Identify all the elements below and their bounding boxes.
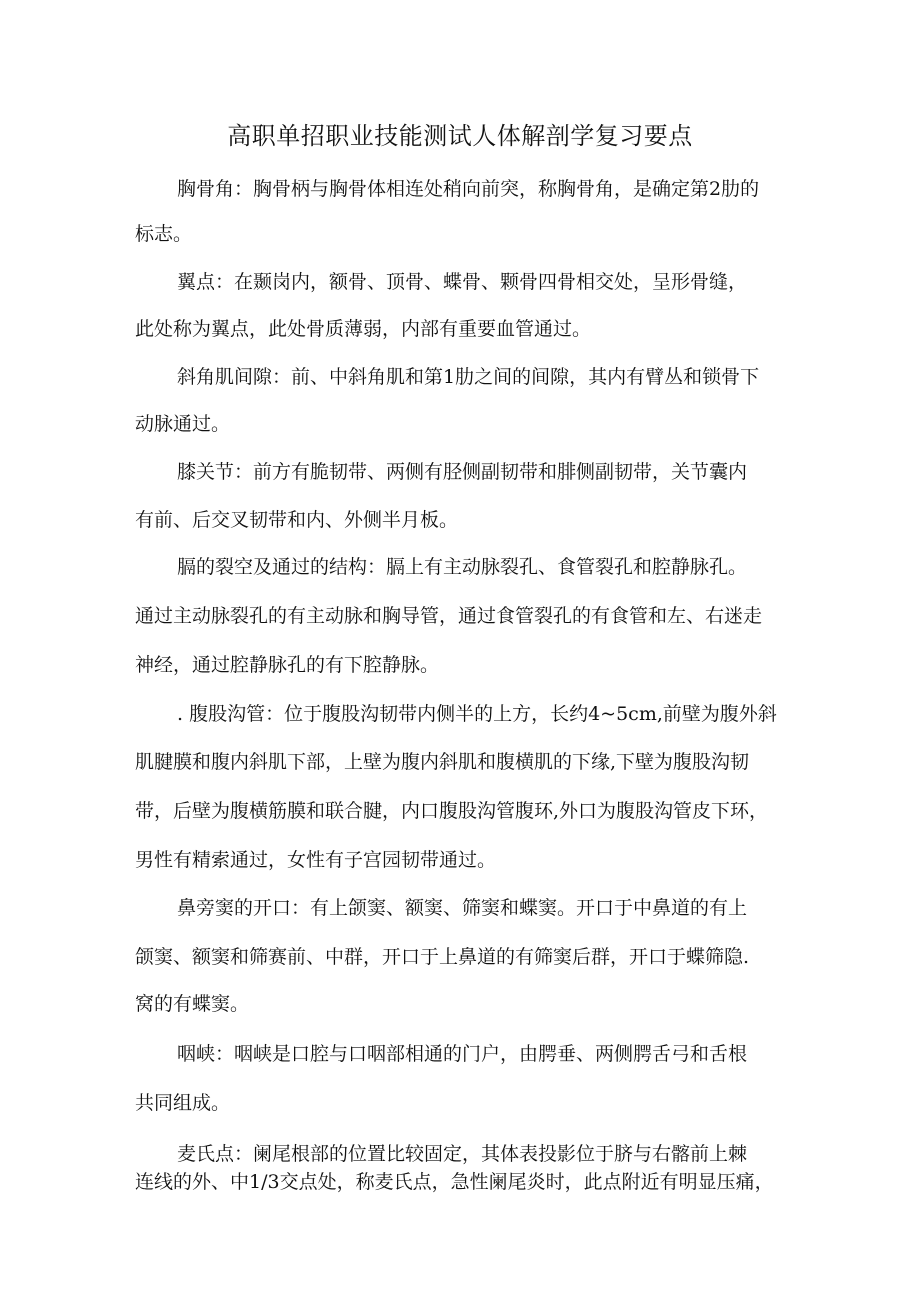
body-line: 鼻旁窦的开口：有上颌窦、额窦、筛窦和蝶窦。开口于中鼻道的有上	[177, 897, 748, 919]
body-line: 颌窦、额窦和筛赛前、中群，开口于上鼻道的有筛窦后群，开口于蝶筛隐.	[135, 946, 750, 968]
body-line: . 腹股沟管：位于腹股沟韧带内侧半的上方，长约4~5cm,前壁为腹外斜	[177, 703, 777, 725]
body-line: 麦氏点：阑尾根部的位置比较固定，其体表投影位于脐与右髂前上棘	[177, 1143, 748, 1165]
body-line: 斜角肌间隙：前、中斜角肌和第1肋之间的间隙，其内有臂丛和锁骨下	[177, 366, 760, 388]
body-line: 膝关节：前方有脆韧带、两侧有胫侧副韧带和腓侧副韧带，关节囊内	[177, 461, 748, 483]
body-line: 带，后壁为腹横筋膜和联合腱，内口腹股沟管腹环,外口为腹股沟管皮下环，	[135, 800, 769, 822]
body-line: 通过主动脉裂孔的有主动脉和胸导管，通过食管裂孔的有食管和左、右迷走	[135, 605, 763, 627]
body-line: 咽峡：咽峡是口腔与口咽部相通的门户，由腭垂、两侧腭舌弓和舌根	[177, 1043, 748, 1065]
body-line: 动脉通过。	[135, 413, 231, 435]
body-line: 神经，通过腔静脉孔的有下腔静脉。	[135, 654, 440, 676]
body-line: 有前、后交叉韧带和内、外侧半月板。	[135, 509, 459, 531]
body-line: 标志。	[135, 223, 193, 245]
body-line: 膈的裂空及通过的结构：膈上有主动脉裂孔、食管裂孔和腔静脉孔。	[177, 556, 748, 578]
body-line: 连线的外、中1/3交点处，称麦氏点，急性阑尾炎时，此点附近有明显压痛，	[135, 1171, 774, 1193]
body-line: 胸骨角：胸骨柄与胸骨体相连处稍向前突，称胸骨角，是确定第2肋的	[177, 178, 760, 200]
body-line: 此处称为翼点，此处骨质薄弱，内部有重要血管通过。	[135, 318, 592, 340]
body-line: 男性有精索通过，女性有子宫园韧带通过。	[135, 849, 497, 871]
body-line: 共同组成。	[135, 1092, 231, 1114]
body-line: 肌腱膜和腹内斜肌下部，上壁为腹内斜肌和腹横肌的下缘,下壁为腹股沟韧	[135, 751, 750, 773]
body-line: 窝的有蝶窦。	[135, 993, 250, 1015]
document-title: 高职单招职业技能测试人体解剖学复习要点	[227, 122, 693, 150]
body-line: 翼点：在颞岗内，额骨、顶骨、蝶骨、颗骨四骨相交处，呈形骨缝，	[177, 271, 748, 293]
